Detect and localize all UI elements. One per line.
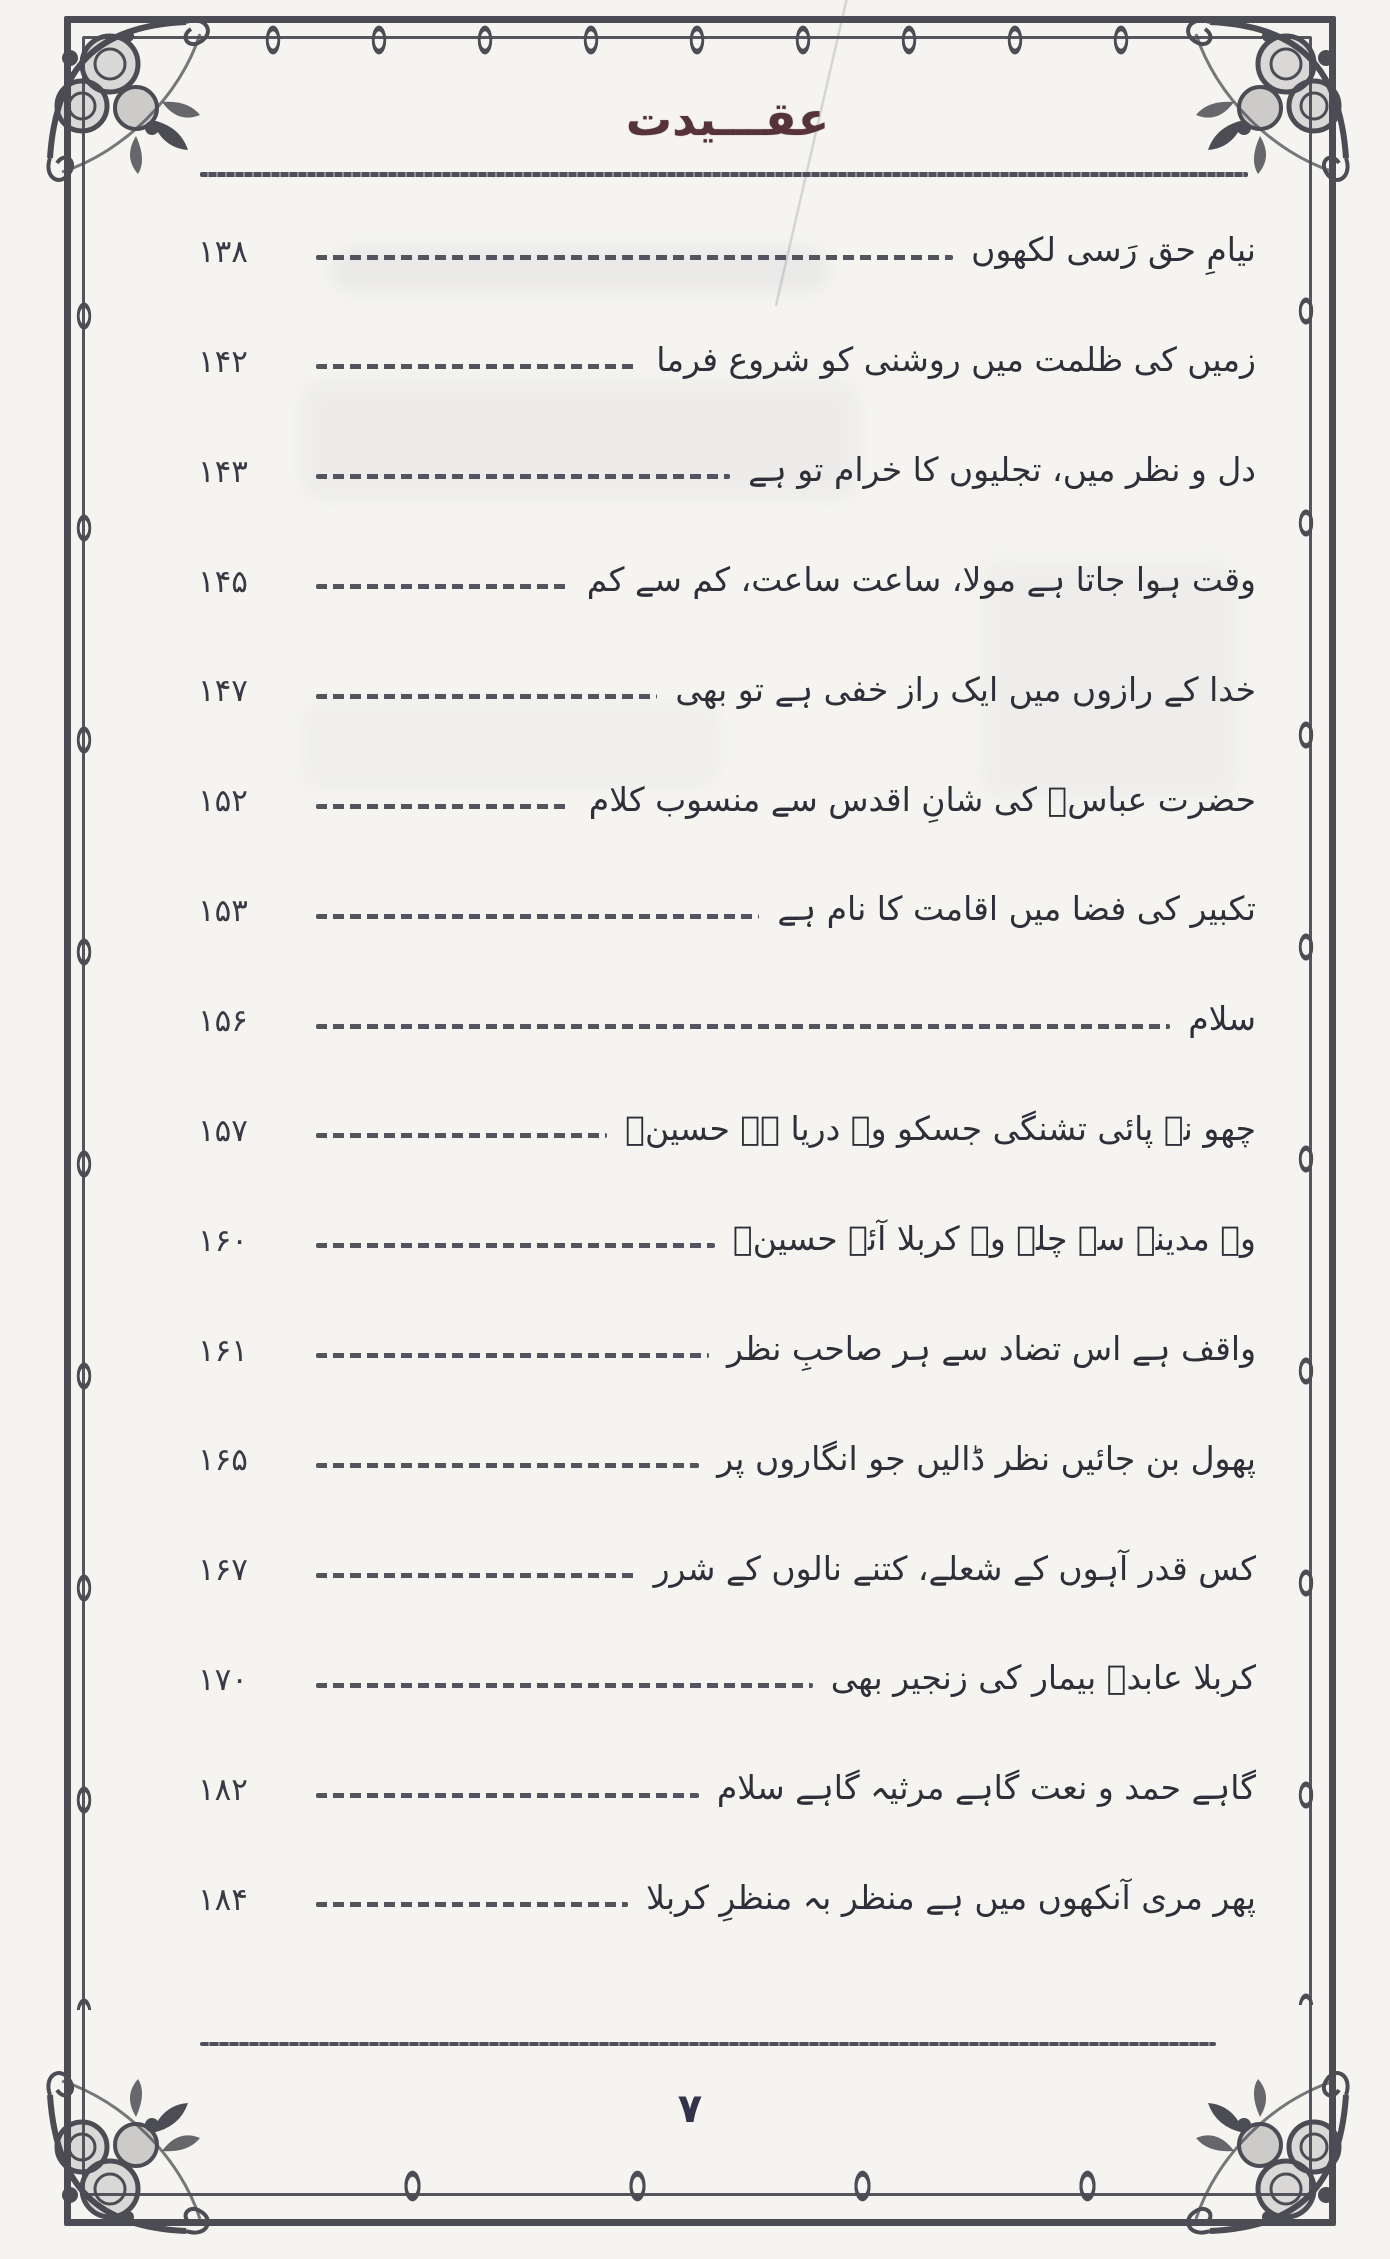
toc-entry-page-number: ۱۴۲ (198, 343, 248, 380)
toc-entry-page-number: ۱۶۵ (198, 1442, 248, 1479)
toc-entry-title: وقت ہوا جاتا ہے مولا، ساعت ساعت، کم سے کم (586, 559, 1256, 599)
dotted-leader (316, 694, 657, 699)
dotted-leader (316, 1683, 813, 1688)
toc-entry-title: نیامِ حق رَسی لکھوں (971, 230, 1256, 270)
toc-entry-title: واقف ہے اس تضاد سے ہر صاحبِ نظر (726, 1328, 1256, 1368)
floral-corner-ornament (28, 0, 218, 190)
toc-entry-title: کس قدر آہوں کے شعلے، کتنے نالوں کے شرر (653, 1548, 1256, 1588)
toc-entry-page-number: ۱۴۵ (198, 563, 248, 600)
toc-entry-row (198, 1646, 1256, 1710)
toc-entry-title: گاہے حمد و نعت گاہے مرثیہ گاہے سلام (716, 1768, 1256, 1808)
toc-entry-row (198, 1207, 1256, 1271)
toc-entry-page-number: ۱۷۰ (198, 1662, 248, 1699)
dotted-leader (316, 474, 730, 479)
toc-entry-title: کربلا عابدؑ بیمار کی زنجیر بھی (830, 1658, 1256, 1698)
toc-entry-title: خدا کے رازوں میں ایک راز خفی ہے تو بھی (675, 669, 1256, 709)
toc-entry-page-number: ۱۵۶ (198, 1003, 248, 1040)
toc-entry-row (198, 657, 1256, 721)
toc-entry-row (198, 1097, 1256, 1161)
dotted-leader (316, 1463, 699, 1468)
toc-entry-title: پھول بن جائیں نظر ڈالیں جو انگاروں پر (717, 1438, 1256, 1478)
dotted-leader (316, 1902, 628, 1907)
dotted-leader (316, 1024, 1170, 1029)
toc-entry-page-number: ۱۵۳ (198, 893, 248, 930)
toc-entry-page-number: ۱۵۷ (198, 1112, 248, 1149)
toc-entry-row (198, 1866, 1256, 1930)
toc-entry-row (198, 767, 1256, 831)
dotted-leader (316, 364, 638, 369)
floral-corner-ornament (1178, 0, 1368, 190)
toc-entry-row (198, 1317, 1256, 1381)
toc-entry-row (198, 1756, 1256, 1820)
toc-entry-page-number: ۱۳۸ (198, 234, 248, 270)
toc-entry-page-number: ۱۴۷ (198, 673, 248, 710)
toc-entry-title: چھو نہ پائی تشنگی جسکو وہ دریا ہے حسینؑ (625, 1109, 1256, 1149)
toc-entry-title: وہ مدینے سے چلے وہ کربلا آئے حسینؑ (732, 1218, 1256, 1258)
toc-entry-page-number: ۱۶۱ (198, 1332, 248, 1369)
dotted-leader (316, 1353, 709, 1358)
toc-entry-row (198, 548, 1256, 612)
toc-entry-row (198, 877, 1256, 941)
footer-divider (200, 2042, 1216, 2046)
toc-entry-row (198, 218, 1256, 282)
toc-entry-row (198, 1536, 1256, 1600)
dotted-leader (316, 584, 569, 589)
dotted-leader (316, 1793, 699, 1798)
toc-entry-row (198, 987, 1256, 1051)
toc-entry-title: پھر مری آنکھوں میں ہے منظر بہ منظرِ کربلا (646, 1878, 1256, 1918)
toc-entry-row (198, 1426, 1256, 1490)
dotted-leader (316, 914, 759, 919)
toc-entry-page-number: ۱۸۲ (198, 1772, 248, 1809)
header-divider (200, 172, 1248, 177)
toc-entry-row (198, 438, 1256, 502)
toc-entry-title: زمیں کی ظلمت میں روشنی کو شروع فرما (656, 340, 1256, 380)
dotted-leader (316, 1243, 715, 1248)
toc-entry-page-number: ۱۵۲ (198, 783, 248, 820)
folio-page-number: ۷ (677, 2086, 703, 2132)
dotted-leader (316, 804, 571, 809)
toc-entry-page-number: ۱۶۰ (198, 1222, 248, 1259)
toc-entry-title: حضرت عباسؑ کی شانِ اقدس سے منسوب کلام (588, 779, 1256, 819)
dotted-leader (316, 1573, 636, 1578)
dotted-leader (316, 255, 953, 260)
toc-entry-title: تکبیر کی فضا میں اقامت کا نام ہے (777, 889, 1256, 929)
floral-corner-ornament (28, 2063, 218, 2253)
toc-entry-title: دل و نظر میں، تجلیوں کا خرام تو ہے (748, 449, 1256, 489)
toc-entry-page-number: ۱۶۷ (198, 1552, 248, 1589)
floral-corner-ornament (1178, 2063, 1368, 2253)
dotted-leader (316, 1133, 607, 1138)
page-title: عقـــیدت (625, 92, 830, 146)
toc-entry-title: سلام (1188, 999, 1256, 1039)
table-of-contents (198, 218, 1256, 1930)
toc-entry-page-number: ۱۴۳ (198, 453, 248, 490)
toc-entry-page-number: ۱۸۴ (198, 1881, 248, 1918)
toc-entry-row (198, 328, 1256, 392)
